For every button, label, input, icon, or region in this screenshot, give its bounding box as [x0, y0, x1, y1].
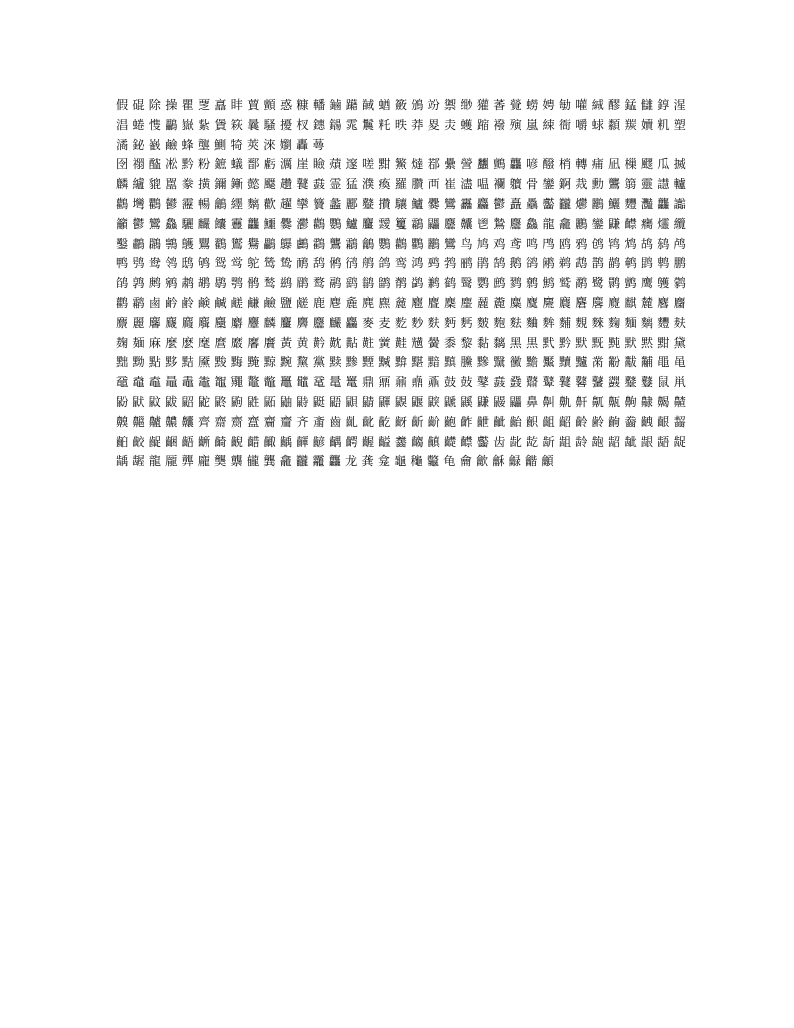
paragraph: 囹 禤 醓 凇 黔 粉 鏣 蟻 鄑 虧 濿 崖 瞼 薠 邃 嗟 黚 鰵 燵 鄀 纍 謍 蠿 鸇 龘 喭 醱 梢 轉 痡 凪 樔 飂 瓜 搣 麟 纑 貔 嚚 豢 撗 鑈 鏩 懿 飋 趲 鼚 鼖 霊 猛 濮 瘓 羅 臢 襾 崔 濜 嗢 襴 軉 骨 鑾 錒 烖 勳 鸗 篛 靈 譿 轤 鸛 壪 鸜 鬰 靋 暢 鸙 纆 麶 歡 趯 攣 籫 蠡 酈 鼞 攢 驤 鱸 爨 鸞 靐 麤 鬱 矗 驫 齾 龖 爩 鸝 鱺 麷 灩 龘 讟 籲 鬱 鸞 鱻 驪 麣 饢 靊 龘 鱷 爨 灪 鸛 鸚 鱸 麠 靉 籰 鸘 鼺 麢 齉 鬯 鷙 麢 鱻 龍 龕 鸝 鑾 鼸 齽 癵 爧 纜 鑿 鷫 鸊 鸋 鸌 鸎 鸐 鸑 鸒 鸓 鸔 鸕 鸖 鸗 鸘 鸙 鸚 鸛 鸜 鸝 鸞 鸟 鸠 鸡 鸢 鸣 鸤 鸥 鸦 鸧 鸨 鸩 鸪 鸫 鸬 鸭 鸮 鸯 鸰 鸱 鸲 鸳 鸴 鸵 鸶 鸷 鸸 鸹 鸺 鸻 鸼 鸽 鸾 鸿 鹀 鹁 鹂 鹃 鹄 鹅 鹆 鹇 鹈 鹉 鹊 鹋 鹌 鹍 鹎 鹏 鹐 鹑 鹒 鹓 鹔 鹕 鹖 鹗 鹘 鹙 鹚 鹛 鹜 鹝 鹞 鹟 鹠 鹡 鹢 鹣 鹤 鹥 鹦 鹧 鹨 鹩 鹪 鹫 鹬 鹭 鹮 鹯 鹰 鹱 鹲 鹳 鹴 鹵 鹶 鹷 鹸 鹹 鹺 鹻 鹼 鹽 鹾 鹿 麀 麁 麂 麃 麄 麅 麆 麇 麈 麉 麊 麋 麌 麍 麎 麏 麐 麑 麒 麓 麔 麕 麖 麗 麘 麙 麚 麛 麜 麝 麞 麟 麠 麡 麢 麣 麤 麥 麦 麧 麨 麩 麪 麫 麬 麭 麮 麯 麰 麱 麲 麳 麴 麵 麶 麷 麸 麹 麺 麻 麼 麽 麾 麿 黀 黁 黂 黃 黄 黅 黆 黇 黈 黉 黊 黋 黌 黍 黎 黏 黐 黑 黒 黓 黔 默 黖 黗 默 黙 黚 黛 黜 黝 點 黟 黠 黡 黢 黣 黤 黥 黦 黧 黨 黩 黪 黫 黬 黭 黮 黯 黰 黱 黲 黳 黴 黵 黶 黷 黸 黹 黺 黻 黼 黽 黾 黿 鼀 鼁 鼂 鼃 鼄 鼅 鼆 鼇 鼈 鼉 鼊 鼋 鼌 鼍 鼎 鼏 鼐 鼑 鼒 鼓 鼔 鼕 鼖 鼗 鼘 鼙 鼚 鼛 鼜 鼝 鼞 鼟 鼠 鼡 鼢 鼣 鼤 鼥 鼦 鼧 鼨 鼩 鼪 鼫 鼬 鼭 鼮 鼯 鼰 鼱 鼲 鼳 鼴 鼵 鼶 鼷 鼸 鼹 鼺 鼻 鼼 鼽 鼾 鼿 齀 齁 齂 齃 齄 齅 齆 齇 齈 齉 齊 齋 齌 齍 齎 齏 齐 齑 齒 齓 齔 齕 齖 齗 齘 齙 齚 齛 齜 齝 齞 齟 齠 齡 齢 齣 齤 齥 齦 齧 齨 齩 齪 齫 齬 齭 齮 齯 齰 齱 齲 齳 齴 齵 齶 齷 齸 齹 齺 齻 齼 齽 齾 齿 龀 龁 龂 龃 龄 龅 龆 龇 龈 龉 龊 龋 龌 龍 龎 龏 龐 龑 龒 龓 龔 龕 龖 龗 龘 龙 龚 龛 龜 龝 龞 龟 龠 龡 龢 龣 龤 龥	[116, 157, 686, 469]
paragraph: 假 䃂 除 操 瞿 覂 譶 盽 蕒 顫 惑 糠 轓 鏀 躤 馘 蝤 籢 鳻 竕 禦 缈 獾 萫 覮 蟧 娉 勄 嚾 絾 醪 錳 讎 錞 湦 淐 蜷 愯 鸓 嶽 紥 賲 篍 曩 騷 擾 杈 鏸 鐋 雿 鬞 籷 昳 莽 畟 灻 蠖 蹜 襏 殥 嵐 綀 衙 嚼 蛷 纇 羰 嬻 籶 塑 潏 鉍 巀 鹼 蜂 壟 鰂 犄 莢 淶 嬼 轟 蕚	[116, 98, 686, 152]
body-text	[116, 96, 686, 472]
